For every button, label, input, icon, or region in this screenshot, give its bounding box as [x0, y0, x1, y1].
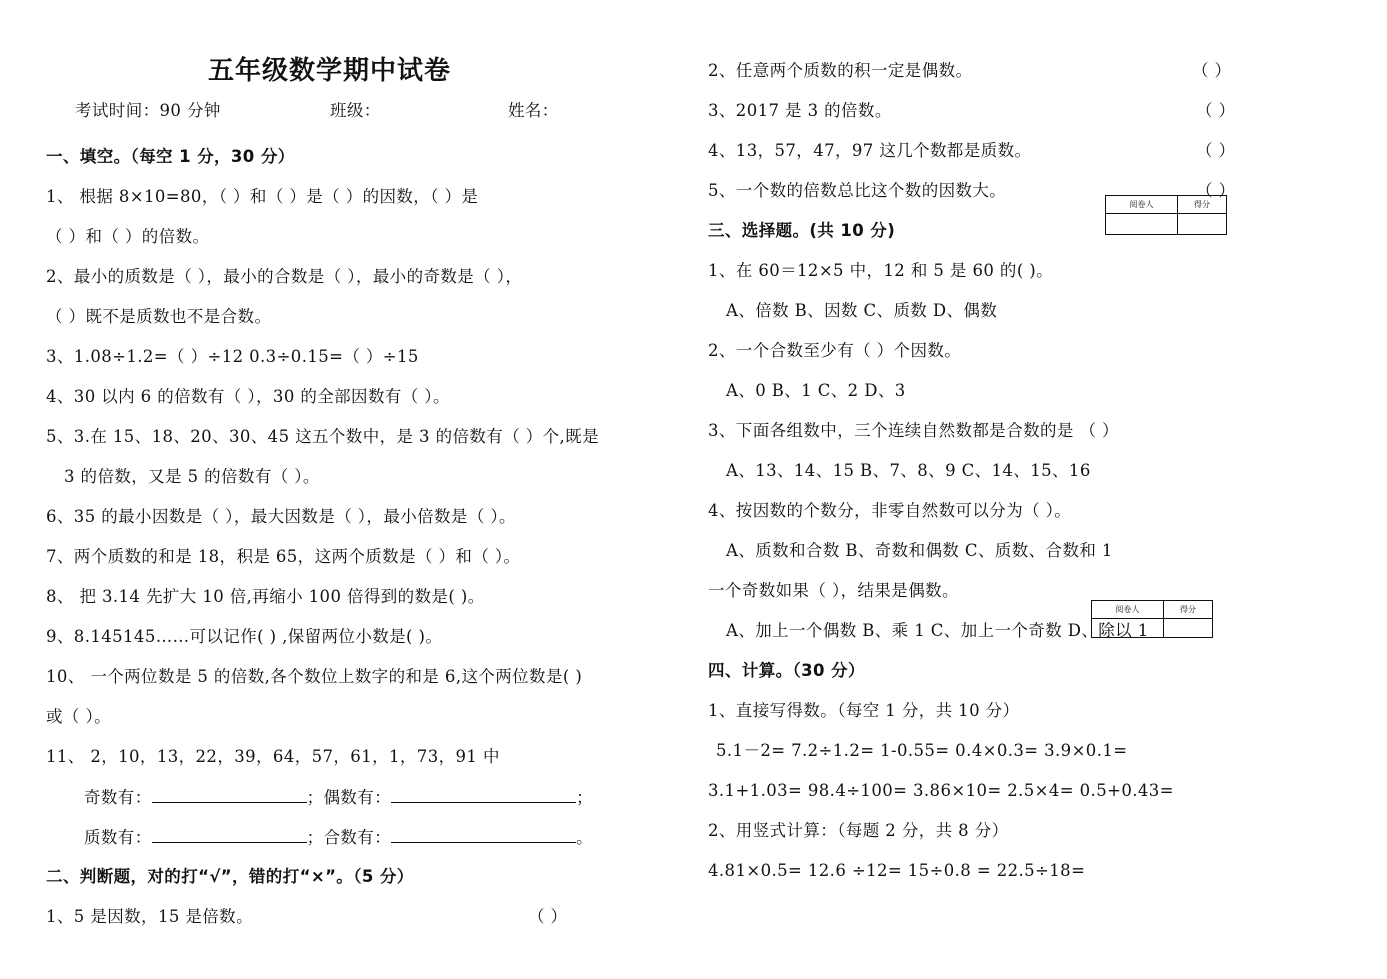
judge-4: 4、13，57，47，97 这几个数都是质数。 — [708, 141, 1032, 160]
section-fill-blank: 一、填空。（每空 1 分，30 分） — [46, 147, 295, 166]
question-5a: 5、3.在 15、18、20、30、45 这五个数中，是 3 的倍数有（ ）个,既是 — [46, 427, 599, 446]
calc-1: 1、直接写得数。（每空 1 分，共 10 分） — [708, 701, 1020, 720]
question-6: 6、35 的最小因数是（ ），最大因数是（ ），最小倍数是（ ）。 — [46, 507, 516, 526]
judge-4-paren: （ ） — [1196, 141, 1236, 160]
prime-label: 质数有： — [84, 828, 152, 847]
judge-5: 5、一个数的倍数总比这个数的因数大。 — [708, 181, 1007, 200]
composite-label: ；合数有： — [306, 828, 392, 847]
judge-2: 2、任意两个质数的积一定是偶数。 — [708, 61, 973, 80]
judge-3: 3、2017 是 3 的倍数。 — [708, 101, 892, 120]
score-header-2: 得分 — [1164, 601, 1213, 619]
question-5b: 3 的倍数，又是 5 的倍数有（ ）。 — [64, 467, 320, 486]
score-cell-2[interactable] — [1164, 619, 1213, 638]
question-10b: 或（ ）。 — [46, 707, 111, 726]
judge-1-paren: （ ） — [528, 907, 568, 926]
exam-time: 考试时间：90 分钟 — [75, 101, 221, 120]
page-title: 五年级数学期中试卷 — [208, 56, 452, 86]
odd-row-end: ； — [576, 788, 594, 807]
question-2b: （ ）既不是质数也不是合数。 — [46, 307, 272, 326]
judge-2-paren: （ ） — [1192, 61, 1232, 80]
question-4: 4、30 以内 6 的倍数有（ ），30 的全部因数有（ ）。 — [46, 387, 450, 406]
odd-label: 奇数有： — [84, 788, 152, 807]
even-answer-line[interactable] — [391, 786, 576, 803]
section-true-false: 二、判断题，对的打“√”，错的打“×”。（5 分） — [46, 867, 414, 886]
section-choice: 三、选择题。(共 10 分) — [708, 221, 896, 240]
judge-5-paren: （ ） — [1196, 181, 1236, 200]
question-3: 3、1.08÷1.2=（ ）÷12 0.3÷0.15=（ ）÷15 — [46, 347, 419, 366]
question-9: 9、8.145145……可以记作( ) ,保留两位小数是( )。 — [46, 627, 443, 646]
choice-4-options: A、质数和合数 B、奇数和偶数 C、质数、合数和 1 — [726, 541, 1113, 560]
choice-3: 3、下面各组数中，三个连续自然数都是合数的是 （ ） — [708, 421, 1119, 440]
question-8: 8、 把 3.14 先扩大 10 倍,再缩小 100 倍得到的数是( )。 — [46, 587, 485, 606]
calc-1-row-b: 3.1+1.03= 98.4÷100= 3.86×10= 2.5×4= 0.5+0.43= — [708, 781, 1174, 800]
score-cell[interactable] — [1178, 214, 1227, 235]
prime-row — [84, 826, 593, 849]
judge-3-paren: （ ） — [1196, 101, 1236, 120]
even-label: ；偶数有： — [306, 788, 392, 807]
choice-2: 2、一个合数至少有（ ）个因数。 — [708, 341, 962, 360]
reviewer-header: 阅卷人 — [1106, 196, 1178, 214]
reviewer-cell-2[interactable] — [1092, 619, 1164, 638]
prime-answer-line[interactable] — [152, 826, 307, 843]
prime-row-end: 。 — [576, 828, 594, 847]
class-label: 班级： — [330, 101, 381, 120]
choice-1: 1、在 60＝12×5 中，12 和 5 是 60 的( )。 — [708, 261, 1054, 280]
choice-5-options: A、加上一个偶数 B、乘 1 C、加上一个奇数 D、除以 1 — [726, 621, 1149, 640]
choice-3-options: A、13、14、15 B、7、8、9 C、14、15、16 — [726, 461, 1091, 480]
question-2a: 2、最小的质数是（ ），最小的合数是（ ），最小的奇数是（ ）， — [46, 267, 523, 286]
choice-5: 一个奇数如果（ ），结果是偶数。 — [708, 581, 959, 600]
calc-1-row-a: 5.1－2= 7.2÷1.2= 1-0.55= 0.4×0.3= 3.9×0.1= — [716, 741, 1128, 760]
choice-1-options: A、倍数 B、因数 C、质数 D、偶数 — [726, 301, 998, 320]
odd-row — [84, 786, 593, 809]
grade-box-2 — [1091, 600, 1213, 638]
question-11: 11、 2，10，13，22，39，64，57，61，1，73，91 中 — [46, 747, 500, 766]
reviewer-header-2: 阅卷人 — [1092, 601, 1164, 619]
composite-answer-line[interactable] — [391, 826, 576, 843]
choice-2-options: A、0 B、1 C、2 D、3 — [726, 381, 906, 400]
question-1b: （ ）和（ ）的倍数。 — [46, 227, 210, 246]
score-header: 得分 — [1178, 196, 1227, 214]
question-7: 7、两个质数的和是 18，积是 65，这两个质数是（ ）和（ ）。 — [46, 547, 521, 566]
name-label: 姓名： — [508, 101, 559, 120]
calc-2-row: 4.81×0.5= 12.6 ÷12= 15÷0.8 = 22.5÷18= — [708, 861, 1086, 880]
calc-2: 2、用竖式计算：（每题 2 分，共 8 分） — [708, 821, 1009, 840]
reviewer-cell[interactable] — [1106, 214, 1178, 235]
grade-box-1 — [1105, 195, 1227, 235]
question-10a: 10、 一个两位数是 5 的倍数,各个数位上数字的和是 6,这个两位数是( ) — [46, 667, 583, 686]
choice-4: 4、按因数的个数分，非零自然数可以分为（ ）。 — [708, 501, 1072, 520]
question-1a: 1、 根据 8×10=80，（ ）和（ ）是（ ）的因数，（ ）是 — [46, 187, 479, 206]
odd-answer-line[interactable] — [152, 786, 307, 803]
section-calculation: 四、计算。（30 分） — [708, 661, 865, 680]
judge-1: 1、5 是因数，15 是倍数。 — [46, 907, 253, 926]
